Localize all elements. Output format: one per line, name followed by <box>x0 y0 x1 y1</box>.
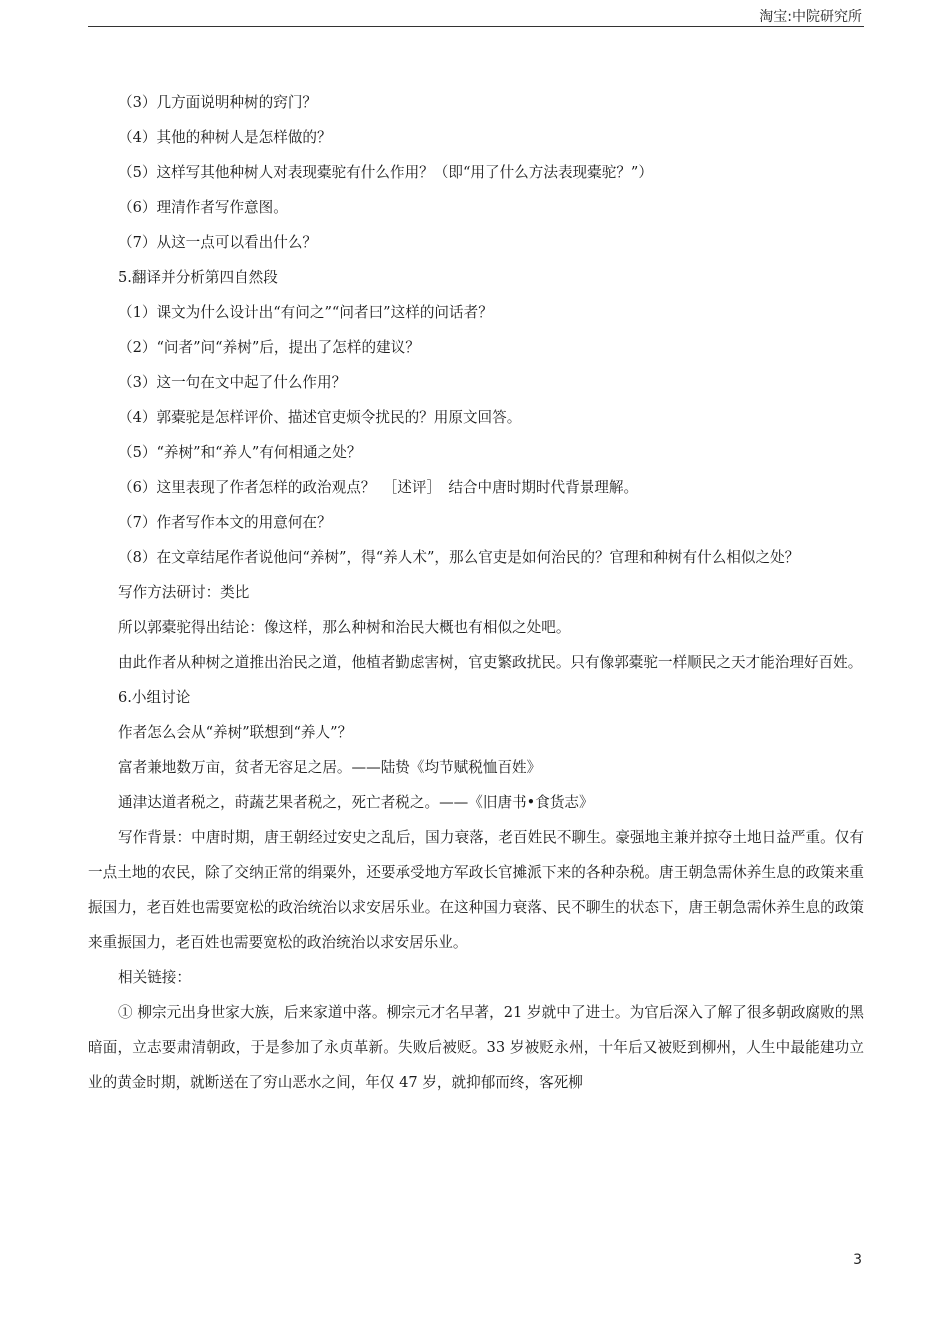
question-line: （3）这一句在文中起了什么作用？ <box>118 374 347 391</box>
related-label: 相关链接： <box>118 969 191 986</box>
question-line: （2）“问者”问“养树”后，提出了怎样的建议？ <box>118 339 420 356</box>
page-number: 3 <box>853 1252 862 1268</box>
question-line: （3）几方面说明种树的窍门？ <box>118 94 318 111</box>
question-line: （6）理清作者写作意图。 <box>118 199 288 216</box>
question-line: （5）这样写其他种树人对表现橐驼有什么作用？（即“用了什么方法表现橐驼？”） <box>118 164 653 181</box>
document-body <box>88 85 864 1100</box>
quote-line: 富者兼地数万亩，贫者无容足之居。——陆贽《均节赋税恤百姓》 <box>118 759 542 776</box>
header-text: 淘宝:中院研究所 <box>759 9 862 25</box>
question-line: （5）“养树”和“养人”有何相通之处？ <box>118 444 362 461</box>
related-paragraph: ① 柳宗元出身世家大族，后来家道中落。柳宗元才名早著，21 岁就中了进士。为官后深入了解了很多朝政腐败的黑暗面，立志要肃清朝政，于是参加了永贞革新。失败后被贬。33 岁被贬永州，十年后又被贬到柳州，人生中最能建功立业的黄金时期，就断送在了穷山恶水之间，年仅 47 岁，就抑郁而终，客死柳 <box>88 1004 864 1091</box>
question-line: （1）课文为什么设计出“有问之”“问者曰”这样的问话者？ <box>118 304 493 321</box>
question-line: （7）从这一点可以看出什么？ <box>118 234 318 251</box>
conclusion-paragraph: 由此作者从种树之道推出治民之道，他植者勤虑害树，官吏繁政扰民。只有像郭橐驼一样顺民之天才能治理好百姓。 <box>118 654 863 671</box>
question-line: （4）郭橐驼是怎样评价、描述官吏烦令扰民的？用原文回答。 <box>118 409 522 426</box>
quote-line: 通津达道者税之，莳蔬艺果者税之，死亡者税之。——《旧唐书•食货志》 <box>118 794 594 811</box>
question-line: （6）这里表现了作者怎样的政治观点？ ［述评］ 结合中唐时期时代背景理解。 <box>118 479 639 496</box>
question-line: （4）其他的种树人是怎样做的？ <box>118 129 332 146</box>
text-line: 所以郭橐驼得出结论：像这样，那么种树和治民大概也有相似之处吧。 <box>118 619 571 636</box>
question-paragraph: （8）在文章结尾作者说他问“养树”，得“养人术”，那么官吏是如何治民的？官理和种树有什么相似之处？ <box>118 549 800 566</box>
text-line: 作者怎么会从“养树”联想到“养人”？ <box>118 724 353 741</box>
section-heading: 6.小组讨论 <box>118 689 191 706</box>
question-line: （7）作者写作本文的用意何在？ <box>118 514 332 531</box>
method-heading: 写作方法研讨：类比 <box>118 584 250 601</box>
header-rule <box>88 26 864 27</box>
section-heading: 5.翻译并分析第四自然段 <box>118 269 278 286</box>
background-paragraph: 写作背景：中唐时期，唐王朝经过安史之乱后，国力衰落，老百姓民不聊生。豪强地主兼并掠夺土地日益严重。仅有一点土地的农民，除了交纳正常的绢粟外，还要承受地方军政长官摊派下来的各种杂税。唐王朝急需休养生息的政策来重振国力，老百姓也需要宽松的政治统治以求安居乐业。在这种国力衰落、民不聊生的状态下，唐王朝急需休养生息的政策来重振国力，老百姓也需要宽松的政治统治以求安居乐业。 <box>88 829 864 951</box>
